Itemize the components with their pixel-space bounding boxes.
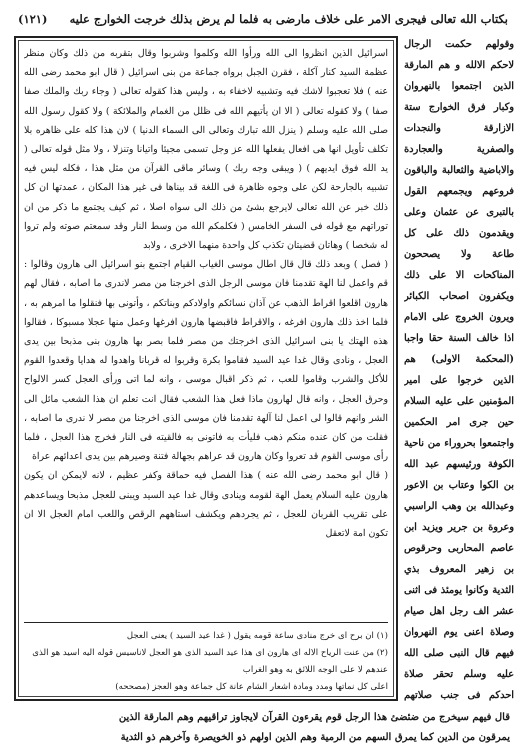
footnotes — [24, 628, 388, 696]
margin-paragraph: وقولهم حكمت الرجال لاحكم الالله و هم المارقة الذين اجتمعوا بالنهروان وكبار فرق الخوارج ستة الازارقة والنجدات والصفرية والعجاردة والاباضية والثعالبة والباقون فروعهم ويجمعهم القول بالتبرى عن عثمان وعلى ويقدمون ذلك على كل طاعة ولا يصححون المناكحات الا على ذلك ويكفرون اصحاب الكبائر ويرون الخروج على الامام اذا خالف السنة حقا واجبا (المحكمة الاولى) هم الذين خرجوا على امير المؤمنين على عليه السلام حين جرى امر الحكمين واجتمعوا بحروراء من ناحية الكوفة ورئيسهم عبد الله بن الكوا وعتاب بن الاعور وعبدالله بن وهب الراسبي وعروة بن جرير ويزيد ابن عاصم المحاربى وحرقوص بن زهير المعروف بذي الثدية وكانوا يومئذ فى اثنى عشر الف رجل اهل صيام وصلاة اعنى يوم النهروان فيهم قال النبى صلى الله عليه وسلم تحقر صلاة احدكم فى جنب صلاتهم — [404, 39, 514, 701]
footnote-divider — [24, 622, 388, 623]
main-text — [24, 44, 388, 594]
margin-commentary — [404, 34, 514, 711]
running-title: بكتاب الله تعالى فيجرى الامر على خلاف مارضى به فلما لم يرض بذلك خرجت الخوارج عليه — [69, 12, 508, 26]
bottom-line: يمرقون من الدين كما يمرق السهم من الرمية وهم الذين اولهم ذو الخويصرة وآخرهم ذو الثدية — [120, 732, 510, 743]
main-paragraph: ( فصل ) وبعد ذلك قال قال اطال موسى الغياب القيام اجتمع بنو اسرائيل الى هارون وقالوا : قم واعمل لنا الهة تقدمنا فان موسى الرجل الذى اخرجنا من مصر لاندرى ما اصابه ، فقال لهم هارون اقلعوا اقراط الذهب عن آذان نسائكم واولادكم وبناتكم ، وأتونى بها فنقلوا ما امرهم به ، فلما اخذ ذلك هارون افرغه ، والاقراط فاقبضها هارون افرغها وعمل منها عجلا مسبوكا ، فقالوا هذه الهتك يا بنى اسرائيل الذى اخرجتك من مصر فلما بصر بها هارون بنى مذبحا بين يدى العجل ، ونادى وقال غدا عيد السيد فقاموا بكرة وقربوا له قربانا واهدوا له هدايا وقعدوا القوم للأكل والشرب وقاموا للعب ، ثم ذكر اقبال موسى ، وانه لما اتى ورأى العجل كسر الالواح وحرق العجل ، وانه قال لهارون ماذا فعل هذا الشعب فقال انت تعلم ان هذا الشعب مائل الى الشر وانهم قالوا لى اعمل لنا آلهة تقدمنا فان موسى الذى اخرجنا من مصر لا ندرى ما اصابه ، فقلت من كان عنده منكم ذهب فليأت به فاتونى به فالقيته فى النار فخرج هذا العجل ، فلما رأى موسى القوم قد تعروا وكان هارون قد عراهم بجهالة فتنة وصيرهم بين يدى اعدائهم عراة — [24, 259, 388, 463]
main-text-frame — [14, 36, 398, 701]
main-paragraph: ( قال ابو محمد رضى الله عنه ) هذا الفصل فيه حماقة وكفر عظيم ، لانه لايمكن ان يكون هارون عليه السلام يعمل الهة لقومه وينادى وقال غدا عيد السيد ويبنى للعجل مذبحا ويساعدهم على تقريب القربان للعجل ، ثم يجردهم ويكشف استاههم الرقص واللعب امام العجل الا ان تكون امة لاتعقل — [24, 470, 388, 540]
page-number: (١٢١) — [18, 12, 48, 26]
footnote-line: (٢) من عنت الرياح الاله اى هارون اى هذا عيد السيد الذى هو العجل لاناسيس قوله اليه اسيد هو الذى عندهم لا على الوجه اللائق به وهو الغراب — [32, 648, 388, 675]
bottom-line: قال فيهم سيخرج من ضئضئ هذا الرجل قوم يقرءون القرآن لايجاوز تراقيهم وهم المارقة الذين — [118, 712, 510, 723]
main-paragraph: اسرائيل الذين انظروا الى الله ورأوا الله وكلموا وشربوا وقال بتقربه من ذلك وكان منظر عظمة السيد كنار آكلة ، فقرن الجبل برواه جماعة من بنى اسرائيل ( قال ابو محمد رضى الله عنه ) فلا تعجبوا لاشك فيه وتشبيه لاخفاء به ، وليس هذا كقوله تعالى ( وجاء ربك والملك صفا صفا ) ولا كقوله تعالى ( الا ان يأتيهم الله فى ظلل من الغمام والملائكة ) ولا كقول رسول الله صلى الله عليه وسلم ( ينزل الله تبارك وتعالى الى السماء الدنيا ) لان هذا كله على ظاهره بلا تكلف تأويل انها هى افعال يفعلها الله عز وجل تسمى مجيئا واتيانا وتنزلا ، ولا مثل قوله تعالى ( يد الله فوق ايديهم ) ( ويبقى وجه ربك ) وسائر ماقى القرآن من مثل هذا ، فكله ليس فيه تشبيه بالجارحة لكن على وجوه ظاهرة فى اللغة قد بيناها فى غير هذا المكان ، عمدتها ان كل ذلك خبر عن الله تعالى لايرجع بشئ من ذلك الى سواه اصلا ، ثم كيف يجتمع ما ذكر من ان توراتهم مع قوله فى السفر الخامس ( فكلمكم الله من وسط النار وقد سمعتم صوته ولم تروا له شخصا ) وهاتان قضيتان تكذب كل واحدة منهما الاخرى ، ولابد — [24, 48, 388, 252]
bottom-margin-text — [14, 708, 510, 748]
page-header — [18, 8, 508, 30]
footnote-line: اعلى كل نماتها ومدد ومادة اشعار الشام عانة كل جماعة وهو العجز (مصححه) — [115, 682, 388, 692]
footnote-line: (١) ان برح اى خرج منادى ساعة قومه يقول ( غدا عيد السيد ) يعنى العجل — [126, 631, 388, 641]
